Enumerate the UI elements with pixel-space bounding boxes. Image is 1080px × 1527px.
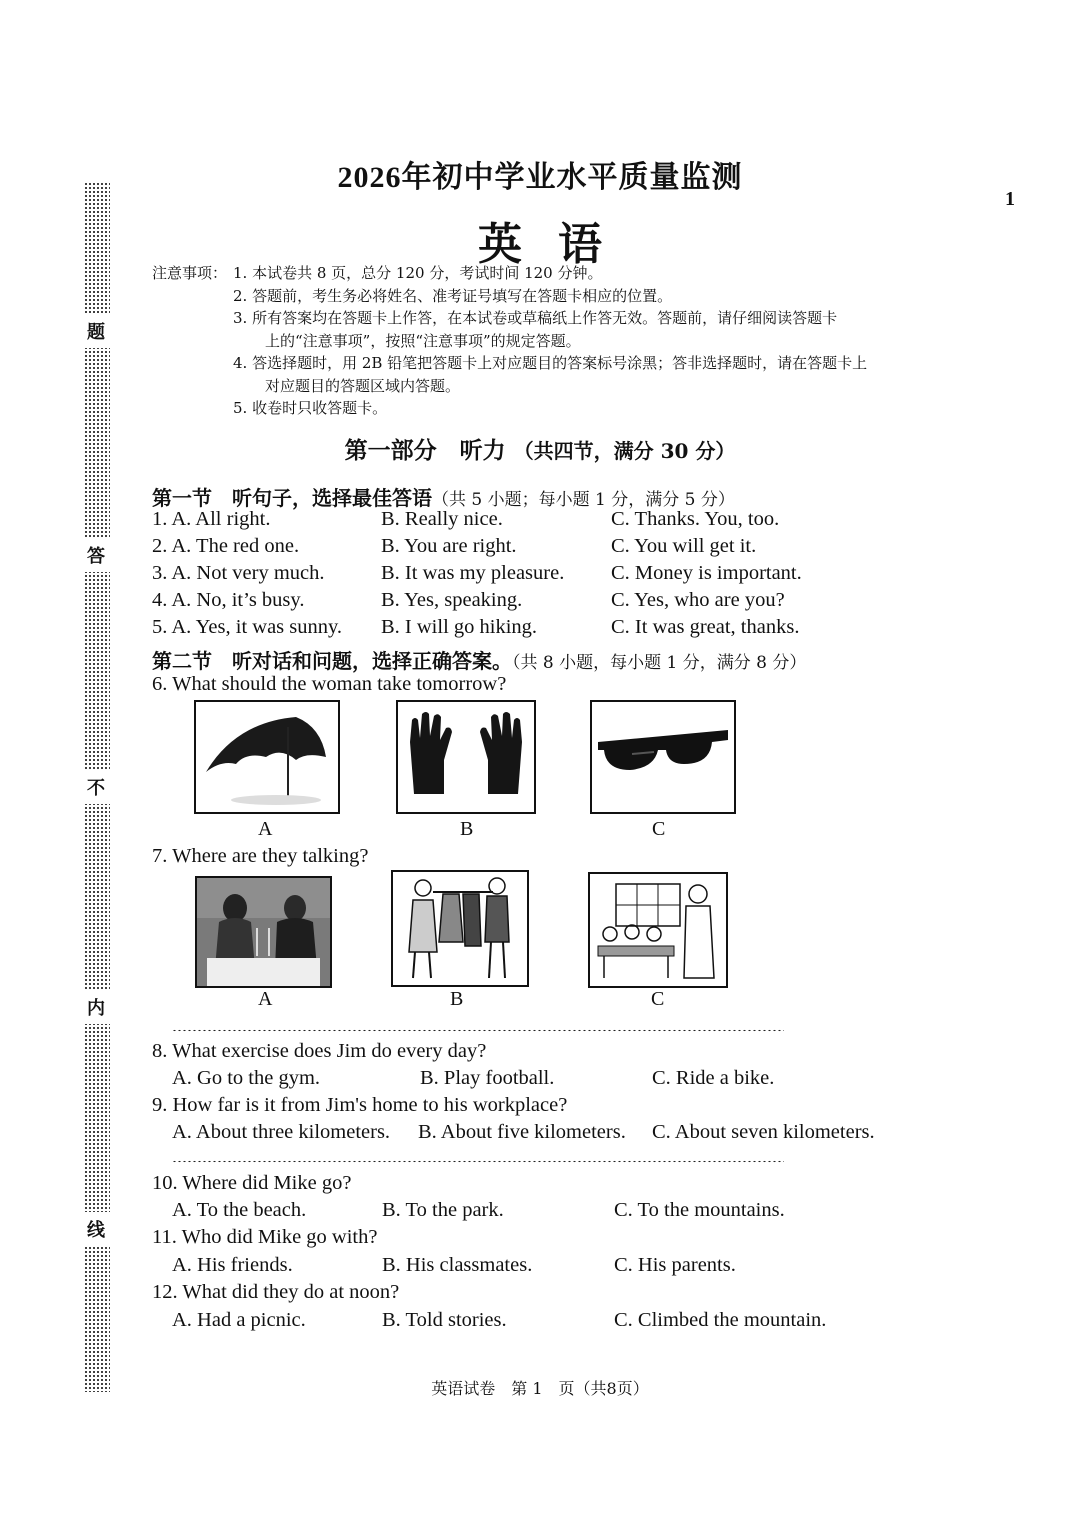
dotted-divider (172, 1029, 784, 1032)
part-one-title: 第一部分 听力 (344, 437, 506, 464)
gloves-icon (398, 702, 534, 812)
binding-char: 线 (82, 1212, 112, 1246)
q2-option-b: B. You are right. (381, 535, 517, 557)
q11-option-c: C. His parents. (614, 1254, 736, 1276)
q2-num: 2. (152, 535, 168, 557)
exam-title: 2026年初中学业水平质量监测 (337, 161, 743, 194)
page-number: 1 (1005, 188, 1015, 210)
section-one-note: （共 5 小题；每小题 1 分，满分 5 分） (432, 490, 735, 510)
q8-text: 8. What exercise does Jim do every day? (152, 1040, 487, 1062)
q10-option-b: B. To the park. (382, 1199, 504, 1221)
q6-label-a: A (258, 818, 273, 840)
q2-option-c: C. You will get it. (611, 535, 757, 557)
q3-num: 3. (152, 562, 168, 584)
q3-option-c: C. Money is important. (611, 562, 802, 584)
q9-text: 9. How far is it from Jim's home to his workplace? (152, 1094, 568, 1116)
q5-option-a (152, 616, 342, 639)
binding-char: 题 (82, 314, 112, 348)
q9-option-a: A. About three kilometers. (172, 1121, 391, 1143)
q2-a: A. The red one. (171, 535, 300, 557)
note-item: 1. 本试卷共 8 页，总分 120 分，考试时间 120 分钟。 (233, 264, 603, 282)
q4-option-b: B. Yes, speaking. (381, 589, 523, 611)
q4-num: 4. (152, 589, 168, 611)
exam-notes (152, 262, 932, 420)
q5-a: A. Yes, it was sunny. (171, 616, 343, 638)
q7-label-a: A (258, 988, 273, 1010)
q4-option-a (152, 589, 304, 612)
notes-label: 注意事项： (152, 264, 228, 282)
section-two-heading (152, 645, 806, 674)
umbrella-icon (196, 702, 338, 812)
q10-option-c: C. To the mountains. (614, 1199, 785, 1221)
q2-option-a (152, 535, 299, 558)
q12-option-c: C. Climbed the mountain. (614, 1309, 827, 1331)
q5-option-c: C. It was great, thanks. (611, 616, 800, 638)
q7-text: 7. Where are they talking? (152, 845, 369, 867)
q11-option-a: A. His friends. (172, 1254, 293, 1276)
restaurant-dinner-icon (197, 878, 330, 986)
q3-option-a (152, 562, 325, 585)
q3-a: A. Not very much. (171, 562, 325, 584)
q6-text: 6. What should the woman take tomorrow? (152, 673, 507, 695)
q8-option-c: C. Ride a bike. (652, 1067, 775, 1089)
clothing-store-icon (393, 872, 527, 985)
q1-a: A. All right. (171, 508, 271, 530)
section-one-questions (152, 508, 952, 643)
section-two-title: 第二节 听对话和问题，选择正确答案。 (152, 649, 512, 673)
q4-a: A. No, it’s busy. (171, 589, 305, 611)
q11-text: 11. Who did Mike go with? (152, 1226, 378, 1248)
q1-option-a (152, 508, 270, 531)
subject-title: 英语 (478, 220, 638, 269)
q7-label-b: B (450, 988, 464, 1010)
q8-option-a: A. Go to the gym. (172, 1067, 321, 1089)
q12-text: 12. What did they do at noon? (152, 1281, 400, 1303)
section-one-heading (152, 482, 735, 511)
q7-picture-c (588, 872, 728, 988)
binding-char: 内 (82, 990, 112, 1024)
q12-option-a: A. Had a picnic. (172, 1309, 306, 1331)
q7-picture-b (391, 870, 529, 987)
binding-char: 答 (82, 538, 112, 572)
q9-option-c: C. About seven kilometers. (652, 1121, 875, 1143)
section-two-note: （共 8 小题，每小题 1 分，满分 8 分） (512, 653, 807, 673)
q6-picture-a (194, 700, 340, 814)
classroom-icon (590, 874, 726, 986)
binding-strip (84, 182, 110, 1392)
page-footer: 英语试卷 第 1 页（共8页） (431, 1379, 649, 1398)
q6-picture-b (396, 700, 536, 814)
q3-option-b: B. It was my pleasure. (381, 562, 565, 584)
part-one-note: （共四节，满分 30 分） (513, 439, 736, 463)
dotted-divider (172, 1160, 784, 1163)
q1-option-c: C. Thanks. You, too. (611, 508, 780, 530)
q9-option-b: B. About five kilometers. (418, 1121, 626, 1143)
q7-picture-a (195, 876, 332, 988)
q4-option-c: C. Yes, who are you? (611, 589, 785, 611)
note-item: 2. 答题前，考生务必将姓名、准考证号填写在答题卡相应的位置。 (233, 286, 673, 305)
sunglasses-icon (592, 702, 734, 812)
q1-option-b: B. Really nice. (381, 508, 503, 530)
note-item: 上的“注意事项”，按照“注意事项”的规定答题。 (265, 331, 581, 350)
q8-option-b: B. Play football. (420, 1067, 555, 1089)
q11-option-b: B. His classmates. (382, 1254, 533, 1276)
q5-option-b: B. I will go hiking. (381, 616, 538, 638)
q6-picture-c (590, 700, 736, 814)
q12-option-b: B. Told stories. (382, 1309, 507, 1331)
q10-option-a: A. To the beach. (172, 1199, 307, 1221)
section-one-title: 第一节 听句子，选择最佳答语 (152, 486, 432, 510)
q7-label-c: C (651, 988, 665, 1010)
q10-text: 10. Where did Mike go? (152, 1172, 352, 1194)
q1-num: 1. (152, 508, 168, 530)
q5-num: 5. (152, 616, 168, 638)
note-item: 5. 收卷时只收答题卡。 (233, 399, 388, 417)
part-one-heading (0, 432, 1080, 465)
q6-label-c: C (652, 818, 666, 840)
q6-label-b: B (460, 818, 474, 840)
binding-char: 不 (82, 770, 112, 804)
note-item: 对应题目的答题区域内答题。 (265, 376, 461, 395)
note-item: 3. 所有答案均在答题卡上作答，在本试卷或草稿纸上作答无效。答题前，请仔细阅读答题卡 (233, 309, 838, 327)
note-item: 4. 答选择题时，用 2B 铅笔把答题卡上对应题目的答案标号涂黑；答非选择题时，请在答题卡上 (233, 354, 868, 372)
